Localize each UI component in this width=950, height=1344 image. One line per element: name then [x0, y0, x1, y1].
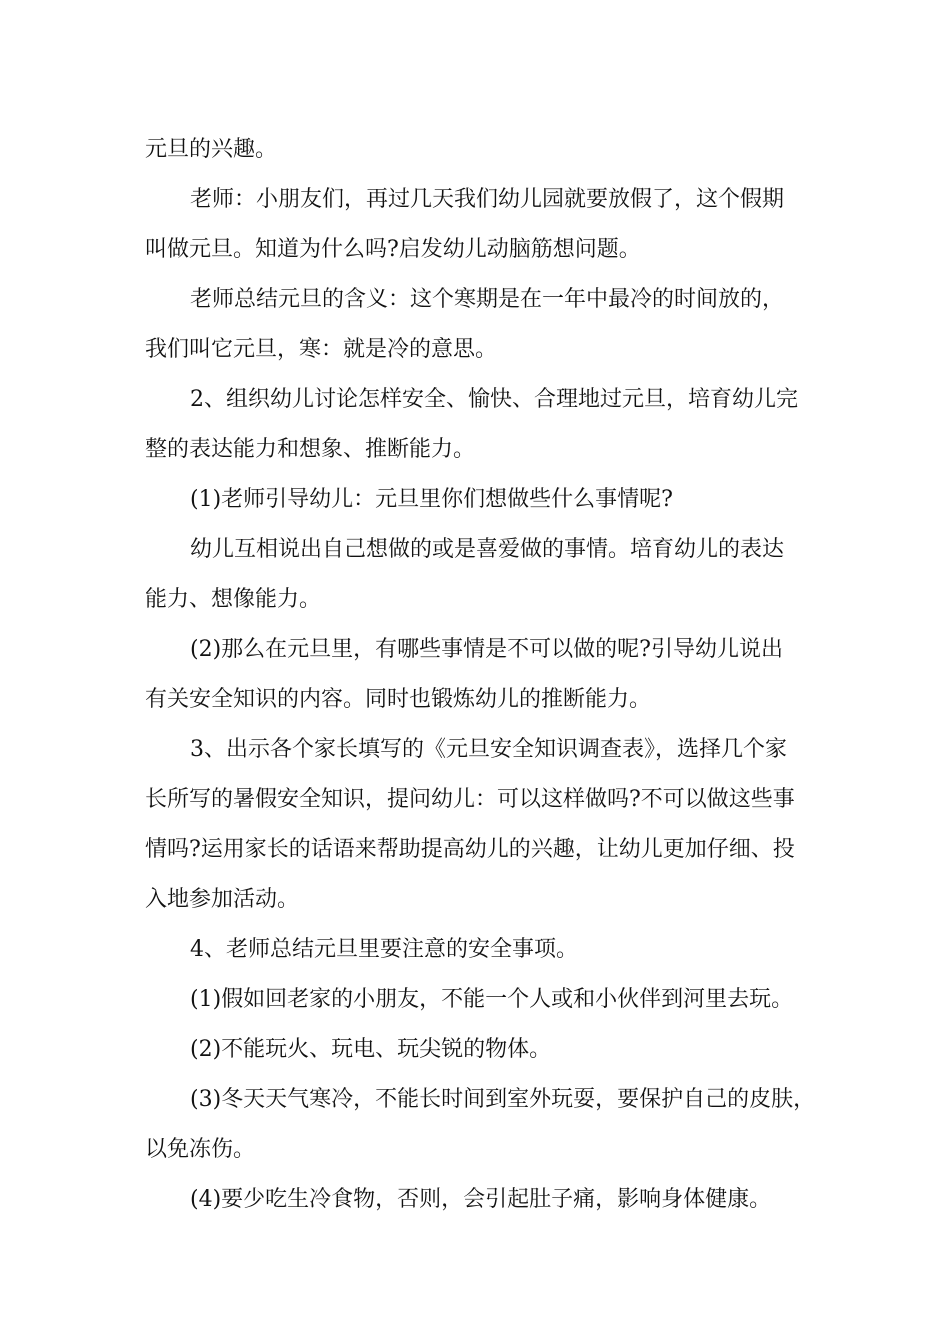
text-line-9: 幼儿互相说出自己想做的或是喜爱做的事情。培育幼儿的表达 — [190, 537, 785, 562]
text-line-2: 老师：小朋友们，再过几天我们幼儿园就要放假了，这个假期 — [190, 187, 785, 212]
text-line-7: 整的表达能力和想象、推断能力。 — [145, 437, 476, 462]
text-line-14: 长所写的暑假安全知识，提问幼儿：可以这样做吗?不可以做这些事 — [145, 787, 795, 812]
text-line-15: 情吗?运用家长的话语来帮助提高幼儿的兴趣，让幼儿更加仔细、投 — [145, 837, 795, 862]
text-line-16: 入地参加活动。 — [145, 887, 300, 912]
text-line-10: 能力、想像能力。 — [145, 587, 322, 612]
text-line-18: (1)假如回老家的小朋友，不能一个人或和小伙伴到河里去玩。 — [190, 987, 794, 1012]
text-line-13: 3、出示各个家长填写的《元旦安全知识调查表》，选择几个家 — [190, 737, 787, 762]
text-line-11: (2)那么在元旦里，有哪些事情是不可以做的呢?引导幼儿说出 — [190, 637, 783, 662]
text-line-4: 老师总结元旦的含义：这个寒期是在一年中最冷的时间放的， — [190, 287, 785, 312]
text-line-20: (3)冬天天气寒冷，不能长时间到室外玩耍，要保护自己的皮肤， — [190, 1087, 816, 1112]
text-line-6: 2、组织幼儿讨论怎样安全、愉快、合理地过元旦，培育幼儿完 — [190, 387, 798, 412]
text-line-22: (4)要少吃生冷食物，否则，会引起肚子痛，影响身体健康。 — [190, 1187, 772, 1212]
text-line-8: (1)老师引导幼儿：元旦里你们想做些什么事情呢? — [190, 487, 673, 512]
text-line-12: 有关安全知识的内容。同时也锻炼幼儿的推断能力。 — [145, 687, 652, 712]
text-line-5: 我们叫它元旦，寒：就是冷的意思。 — [145, 337, 498, 362]
text-line-19: (2)不能玩火、玩电、玩尖锐的物体。 — [190, 1037, 552, 1062]
text-line-21: 以免冻伤。 — [145, 1137, 256, 1162]
text-line-1: 元旦的兴趣。 — [145, 137, 278, 162]
text-line-17: 4、老师总结元旦里要注意的安全事项。 — [190, 937, 578, 962]
text-line-3: 叫做元旦。知道为什么吗?启发幼儿动脑筋想问题。 — [145, 237, 641, 262]
